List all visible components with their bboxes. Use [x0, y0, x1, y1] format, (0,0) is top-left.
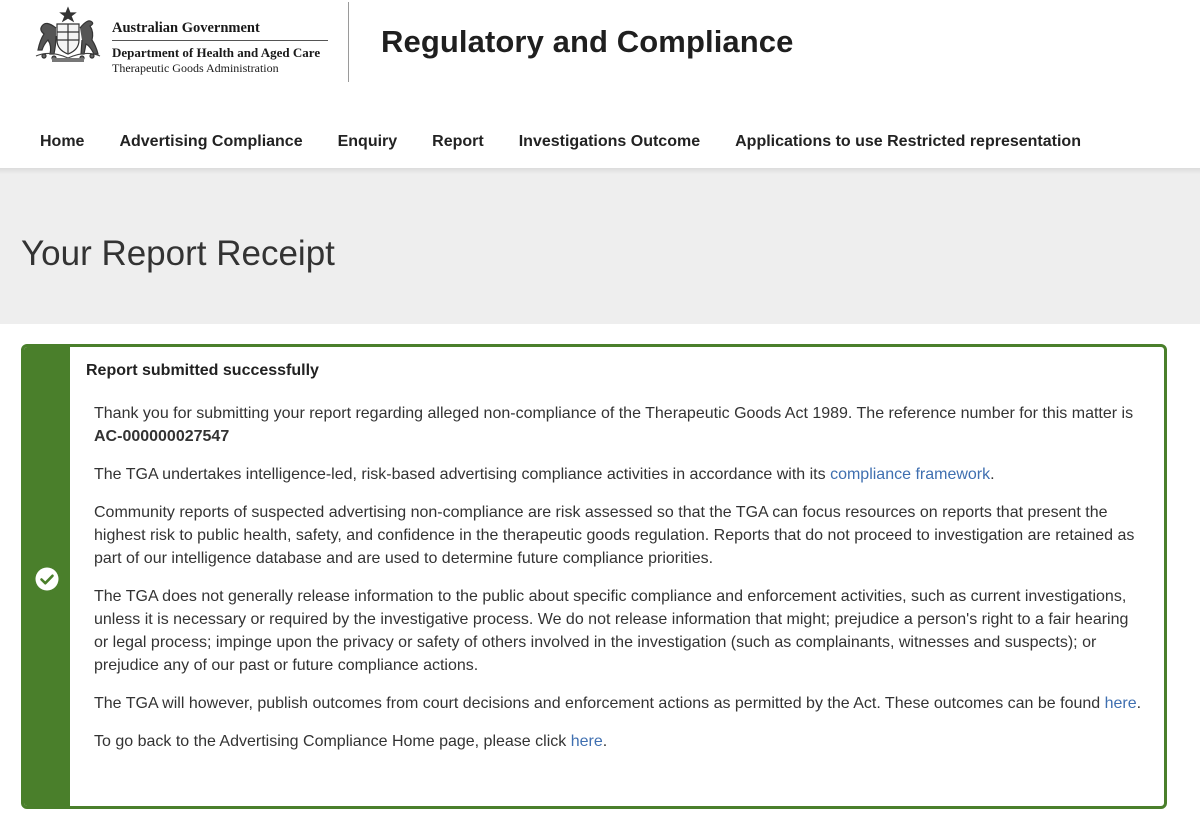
nav-item-home[interactable]: Home [40, 133, 85, 150]
receipt-text: Thank you for submitting your report regarding alleged non-compliance of the Therapeutic Goods Act 1989. The reference number for this matter is [94, 405, 1134, 422]
risk-assessment-paragraph: Community reports of suspected advertising non-compliance are risk assessed so that the TGA can focus resources on reports that present the highest risk to public health, safety, and confidence in the therapeutic goods regulation. Reports that do not proceed to investigation are retained as part of our intelligence database and are used to determine future compliance priorities. [94, 504, 1135, 567]
check-circle-icon [35, 567, 59, 591]
outcomes-text: The TGA will however, publish outcomes from court decisions and enforcement actions as permitted by the Act. These outcomes can be found [94, 695, 1105, 712]
nav-item-report[interactable]: Report [432, 133, 484, 150]
framework-end: . [990, 466, 995, 483]
home-return-end: . [602, 733, 608, 750]
outcomes-end: . [1136, 695, 1142, 712]
reference-number: AC-000000027547 [94, 428, 230, 445]
compliance-framework-link[interactable]: compliance framework [830, 466, 991, 483]
framework-text: The TGA undertakes intelligence-led, risk-based advertising compliance activities in accordance with its [94, 466, 831, 483]
site-title[interactable]: Regulatory and Compliance [381, 24, 794, 59]
home-here-link[interactable]: here [570, 733, 603, 750]
outcomes-paragraph [94, 692, 1146, 715]
coat-of-arms-icon [30, 6, 106, 64]
success-alert [21, 344, 1167, 809]
disclosure-paragraph: The TGA does not generally release information to the public about specific compliance and enforcement activities, such as current investigations, unless it is necessary or required by the investigative process. We do not release information that might; prejudice a person's right to a fair hearing or legal process; impinge upon the privacy or safety of others involved in the investigation (such as complainants, witnesses and suspects); or prejudice any of our past or future compliance actions. [94, 588, 1129, 674]
alert-heading: Report submitted successfully [86, 362, 319, 379]
outcomes-here-link[interactable]: here [1104, 695, 1137, 712]
alert-content [70, 347, 1164, 806]
alert-accent-bar [24, 347, 70, 806]
site-header [0, 0, 1200, 100]
page-hero [0, 174, 1200, 324]
nav-item-advertising-compliance[interactable]: Advertising Compliance [119, 133, 303, 150]
nav-item-restricted-representation[interactable]: Applications to use Restricted representation [735, 133, 1081, 150]
page-title: Your Report Receipt [21, 234, 335, 273]
header-divider [348, 2, 349, 82]
main-nav [0, 122, 1200, 162]
alert-body [86, 402, 1146, 753]
framework-paragraph [94, 463, 1146, 486]
nav-item-investigations-outcome[interactable]: Investigations Outcome [518, 133, 701, 150]
nav-item-enquiry[interactable]: Enquiry [337, 133, 398, 150]
department-name: Department of Health and Aged Care [112, 45, 321, 60]
receipt-paragraph [94, 402, 1146, 448]
government-branding [112, 19, 328, 76]
home-return-paragraph [94, 730, 1146, 753]
gov-name: Australian Government [112, 19, 328, 41]
agency-name: Therapeutic Goods Administration [112, 61, 279, 75]
home-return-text: To go back to the Advertising Compliance Home page, please click [94, 733, 571, 750]
